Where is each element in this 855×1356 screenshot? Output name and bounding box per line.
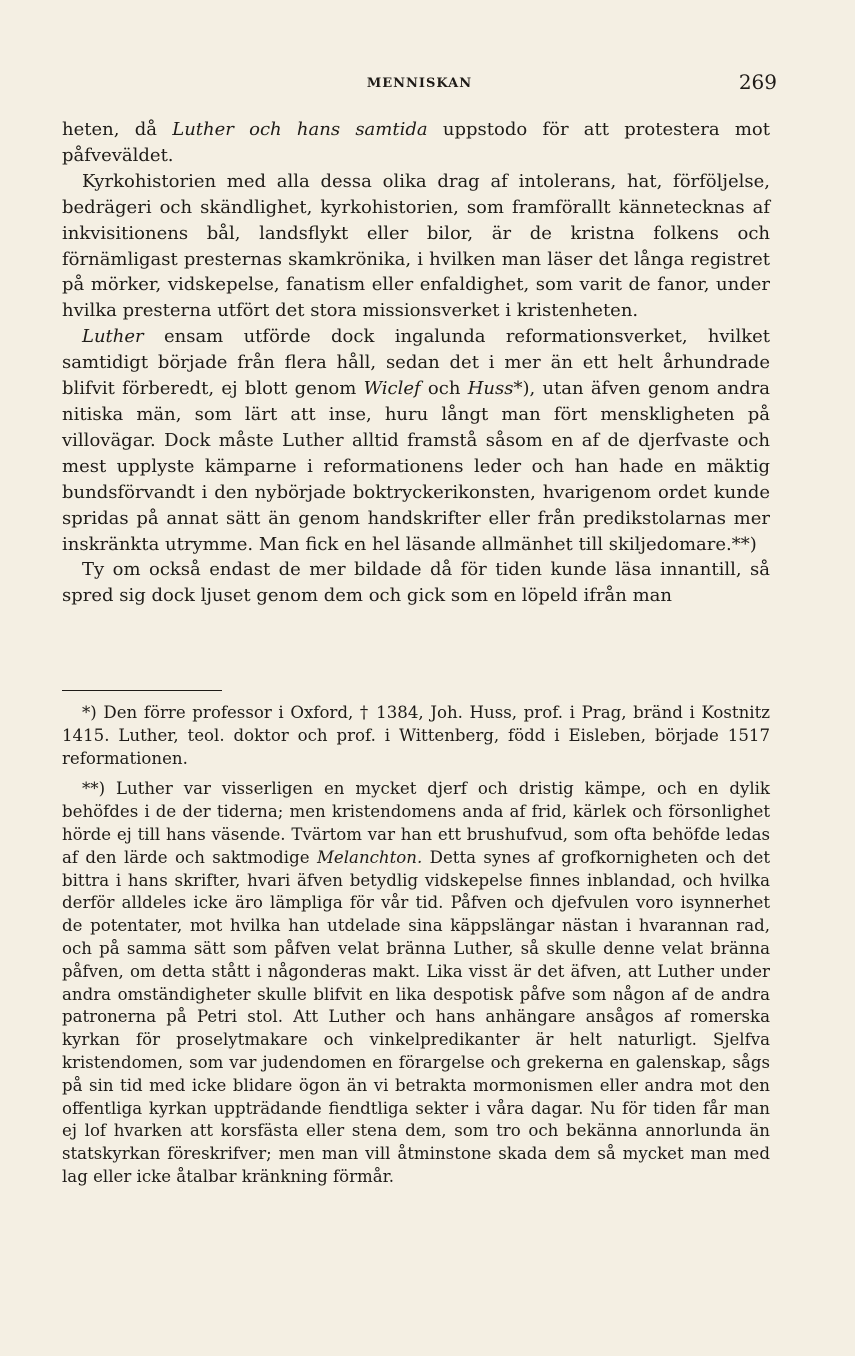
paragraph-reformation [62,324,770,557]
text-run: heten, då [62,119,173,140]
running-title: MENNISKAN [366,76,473,91]
footnote-2 [62,778,770,1188]
main-text [62,117,770,609]
italic-title: Luther och hans samtida [172,119,428,140]
footnote-1: *) Den förre professor i Oxford, † 1384, Joh. Huss, prof. i Prag, bränd i Kostnitz 1415. Luther, teol. doktor och prof. i Wittenberg, född i Eisleben, började 1517 reformationen. [62,703,770,768]
paragraph-church-history: Kyrkohistorien med alla dessa olika drag af intolerans, hat, förföljelse, bedrägeri och skändlighet, kyrkohistorien, som framförallt kännetecknas af inkvisitionens bål, landsflykt eller bilor, är de kristna folkens och förnämligast presternas skamkrönika, i hvilken man läser det långa registret på mörker, vidskepelse, fanatism eller enfaldighet, som varit de fanor, under hvilka presterna utfört det stora missionsverket i kristenheten. [62,170,770,322]
text-run: Detta synes af grofkornigheten och det bittra i hans skrifter, hvari äfven betydlig vidskepelse finnes inblandad, och hvilka derför alldeles icke äro lämpliga för vår tid. Påfven och djefvulen voro isynnerhet de potentater, mot hvilka han utdelade sina käppslängar nästan i hvarannan rad, och på samma sätt som påfven velat bränna Luther, så skulle denne velat bränna påfven, om detta stått i någonderas makt. Lika visst är det äfven, att Luther under andra omständigheter skulle blifvit en lika despotisk påfve som någon af de andra patronerna på Petri stol. Att Luther och hans anhängare ansågos af romerska kyrkan för proselytmakare och vinkelpredikanter är helt naturligt. Sjelfva kristendomen, som var judendomen en förargelse och grekerna en galenskap, sågs på sin tid med icke blidare ögon än vi betrakta mormonismen eller andra mot den offentliga kyrkan uppträdande fiendtliga sekter i våra dagar. Nu för tiden får man ej lof hvarken att korsfästa eller stena dem, som tro och bekänna annorlunda än statskyrkan föreskrifver; men man vill åtminstone skada dem så mycket man med lag eller icke åtalbar kränkning förmår. [62,847,770,1186]
italic-name: Luther [82,326,144,348]
text-run: **) Luther var visserligen en mycket djerf och dristig kämpe, och en dylik behöfdes i de der tiderna; men kristendomens anda af frid, kärlek och försonlighet hörde ej till hans väsende. Tvärtom var han ett brushufvud, som ofta behöfde ledas af den lärde och saktmodige [62,779,770,867]
page-number: 269 [738,70,777,94]
italic-name: Melanchton. [316,847,423,867]
text-run: och [420,378,468,400]
italic-name: Wiclef [363,378,421,400]
text-run: ensam utförde dock ingalunda reformationsverket, hvilket samtidigt började från flera håll, sedan det i mer än ett helt århundrade blifvit förberedt, ej blott genom [62,326,770,400]
footnote-rule [62,690,222,691]
text-run: uppstodo för att protestera mot påfveväldet. [62,119,770,166]
paragraph-continued [62,117,770,169]
page-header [62,70,777,96]
italic-name: Huss [467,378,514,400]
text-run: *), utan äfven genom andra nitiska män, som lärt att inse, huru långt man fört menskligheten på villovägar. Dock måste Luther alltid framstå såsom en af de djerfvaste och mest upplyste kämparne i reformationens leder och han hade en mäktig bundsförvandt i den nybörjade boktryckerikonsten, hvarigenom ordet kunde spridas på annat sätt än genom handskrifter eller från predikstolarnas mer inskränkta utrymme. Man fick en hel läsande allmänhet till skiljedomare.**) [62,378,770,555]
footnotes [62,702,770,1189]
paragraph-reading: Ty om också endast de mer bildade då för tiden kunde läsa innantill, så spred sig dock ljuset genom dem och gick som en löpeld ifrån man [62,559,770,607]
